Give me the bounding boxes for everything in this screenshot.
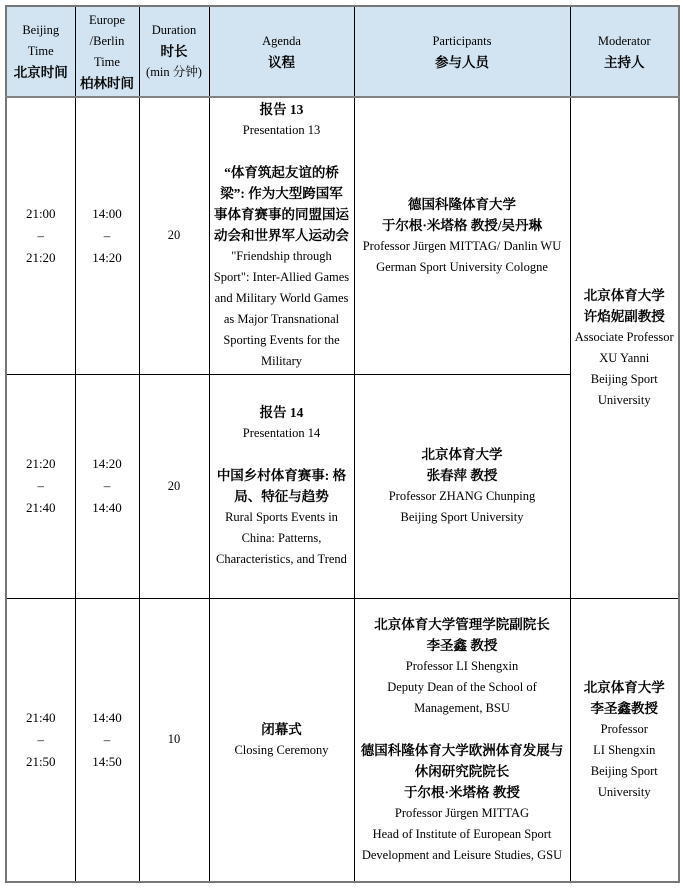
moderator-line-en: University [597, 784, 651, 799]
agenda-title-zh: 中国乡村体育赛事: 格局、特征与趋势 [216, 468, 347, 504]
header-agenda [209, 6, 354, 97]
header-line: 柏林时间 [80, 75, 134, 91]
header-line: 北京时间 [13, 65, 68, 80]
cell-duration [139, 598, 209, 882]
cell-moderator [570, 598, 679, 882]
header-line: Europe [88, 12, 126, 27]
time-dash: – [37, 478, 44, 493]
participant-name-zh: 李圣鑫 教授 [426, 637, 498, 653]
participant-name-zh: 于尔根·米塔格 教授 [404, 784, 520, 800]
agenda-number-zh: 报告 13 [259, 102, 304, 118]
header-line: Participants [432, 33, 492, 48]
agenda-title-zh: 闭幕式 [261, 721, 302, 737]
moderator-line-en: Associate Professor [574, 329, 674, 344]
time-end: 14:20 [92, 249, 122, 265]
agenda-number-en: Presentation 13 [242, 123, 321, 138]
agenda-title-zh: “体育筑起友谊的桥梁”: 作为大型跨国军事体育赛事的同盟国运动会和世界军人运动会 [214, 165, 349, 244]
cell-moderator [570, 97, 679, 598]
moderator-line-en: XU Yanni [599, 350, 650, 365]
time-end: 21:50 [25, 753, 56, 769]
header-line: Moderator [597, 33, 651, 48]
header-row [6, 6, 679, 97]
participant-name-en: Professor Jürgen MITTAG/ Danlin WU [362, 238, 562, 253]
participant-org-en: German Sport University Cologne [376, 259, 548, 274]
duration-value: 20 [167, 478, 181, 493]
time-dash: – [103, 731, 111, 747]
header-line: Agenda [262, 33, 301, 48]
participant-org-zh: 北京体育大学管理学院副院长 [374, 616, 550, 632]
cell-agenda [209, 97, 354, 374]
agenda-title-en: Closing Ceremony [234, 742, 329, 757]
time-end: 14:40 [92, 500, 122, 515]
participant-title-en: Deputy Dean of the School of Management, BSU [387, 679, 537, 715]
header-duration [139, 6, 209, 97]
cell-berlin-time [75, 97, 139, 374]
header-line: 时长 [160, 44, 188, 59]
header-europe-berlin-time [75, 6, 139, 97]
header-participants [354, 6, 570, 97]
schedule-table [5, 5, 680, 883]
cell-agenda [209, 374, 354, 598]
time-dash: – [37, 731, 44, 747]
header-line: 参与人员 [435, 54, 489, 70]
time-dash: – [103, 478, 111, 493]
time-end: 14:50 [92, 753, 122, 769]
spacer [359, 719, 566, 740]
cell-beijing-time [6, 97, 75, 374]
header-line: /Berlin [89, 33, 125, 48]
agenda-number-zh: 报告 14 [259, 405, 304, 420]
moderator-line-en: LI Shengxin [593, 742, 656, 757]
moderator-line-en: Beijing Sport [590, 763, 658, 778]
session-row-closing-ceremony [6, 598, 679, 882]
participant-org-zh: 德国科隆体育大学 [408, 196, 516, 212]
cell-duration [139, 97, 209, 374]
cell-duration [139, 374, 209, 598]
cell-participants [354, 97, 570, 374]
agenda-title-en: Rural Sports Events in China: Patterns, Characteristics, and Trend [216, 510, 347, 566]
time-end: 21:20 [25, 249, 56, 265]
time-start: 14:00 [92, 205, 122, 221]
cell-beijing-time [6, 598, 75, 882]
duration-value: 20 [167, 228, 181, 243]
cell-berlin-time [75, 374, 139, 598]
participant-name-en: Professor Jürgen MITTAG [394, 805, 530, 820]
moderator-org-zh: 北京体育大学 [583, 679, 665, 695]
header-line: 主持人 [604, 54, 645, 70]
time-start: 21:20 [25, 456, 56, 471]
agenda-number-en: Presentation 14 [242, 426, 321, 440]
header-line: 议程 [268, 54, 295, 70]
cell-beijing-time [6, 374, 75, 598]
participant-name-zh: 于尔根·米塔格 教授/吴丹琳 [381, 217, 543, 233]
header-line: (min 分钟) [146, 65, 202, 79]
time-start: 14:20 [92, 456, 122, 471]
header-moderator [570, 6, 679, 97]
spacer [214, 444, 350, 465]
cell-participants [354, 374, 570, 598]
time-end: 21:40 [25, 500, 56, 515]
spacer [214, 141, 350, 162]
cell-participants [354, 598, 570, 882]
participant-org-zh: 北京体育大学 [421, 447, 503, 462]
participant-title-en: Head of Institute of European Sport Development and Leisure Studies, GSU [361, 826, 563, 862]
moderator-line-en: Beijing Sport [590, 371, 658, 386]
header-line: Beijing [22, 23, 60, 37]
header-line: Time [94, 54, 120, 69]
participant-name-en: Professor ZHANG Chunping [388, 489, 536, 503]
participant-org-en: Beijing Sport University [400, 510, 524, 524]
moderator-line-en: Professor [600, 721, 648, 736]
participant-name-en: Professor LI Shengxin [405, 658, 519, 673]
participant-org-zh: 德国科隆体育大学欧洲体育发展与休闲研究院院长 [360, 742, 564, 779]
participant-name-zh: 张春萍 教授 [426, 468, 498, 483]
moderator-name-zh: 李圣鑫教授 [590, 700, 658, 716]
time-start: 21:00 [25, 205, 56, 221]
header-line: Time [27, 44, 54, 58]
cell-agenda [209, 598, 354, 882]
moderator-line-en: University [597, 392, 651, 407]
agenda-title-en: "Friendship through Sport": Inter-Allied Games and Military World Games as Major Transnational Sporting Events for the Military [213, 249, 350, 369]
moderator-name-zh: 许焰妮副教授 [583, 308, 665, 324]
header-beijing-time [6, 6, 75, 97]
time-dash: – [37, 227, 44, 243]
time-start: 14:40 [92, 709, 122, 725]
cell-berlin-time [75, 598, 139, 882]
moderator-org-zh: 北京体育大学 [583, 287, 665, 303]
time-start: 21:40 [25, 709, 56, 725]
time-dash: – [103, 227, 111, 243]
header-line: Duration [151, 23, 197, 37]
duration-value: 10 [167, 732, 181, 747]
session-row-presentation-13 [6, 97, 679, 374]
